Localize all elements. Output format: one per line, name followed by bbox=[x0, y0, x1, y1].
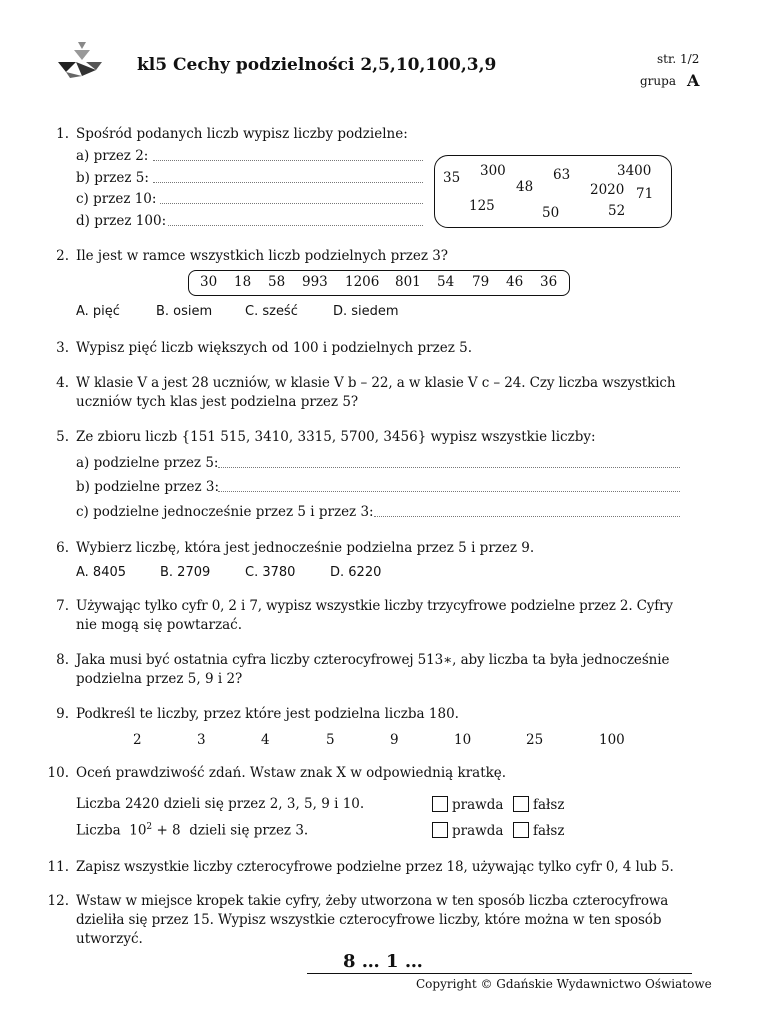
true-choice-2[interactable] bbox=[432, 822, 503, 839]
answer-option[interactable]: A. pięć bbox=[76, 304, 120, 319]
group-value: A bbox=[687, 71, 700, 90]
answer-line[interactable] bbox=[374, 516, 680, 517]
box-number: 125 bbox=[469, 198, 495, 214]
question-number: 1. bbox=[56, 126, 69, 142]
answer-option[interactable]: B. osiem bbox=[156, 304, 213, 319]
digit-pattern: 8 … 1 … bbox=[343, 951, 423, 972]
box-number: 35 bbox=[443, 170, 461, 186]
box-number: 993 bbox=[302, 274, 328, 290]
question-text: Używając tylko cyfr 0, 2 i 7, wypisz wszystkie liczby trzycyfrowe podzielne przez 2. Cyfry bbox=[76, 598, 673, 614]
true-label: prawda bbox=[452, 823, 504, 839]
answer-label: c) przez 10: bbox=[76, 191, 157, 207]
box-number: 52 bbox=[608, 203, 626, 219]
divisor-option[interactable]: 100 bbox=[599, 732, 625, 748]
answer-label: d) przez 100: bbox=[76, 213, 167, 229]
box-number: 71 bbox=[636, 186, 654, 202]
question-text: Wstaw w miejsce kropek takie cyfry, żeby utworzona w ten sposób liczba czterocyfrowa bbox=[76, 893, 669, 909]
answer-option[interactable]: D. siedem bbox=[333, 304, 399, 319]
statement-text bbox=[76, 822, 308, 839]
question-number: 7. bbox=[56, 598, 69, 614]
question-number: 11. bbox=[47, 859, 69, 875]
question-text: nie mogą się powtarzać. bbox=[76, 617, 242, 633]
box-number: 801 bbox=[395, 274, 421, 290]
box-number: 50 bbox=[542, 205, 560, 221]
question-number: 8. bbox=[56, 652, 69, 668]
answer-label: c) podzielne jednocześnie przez 5 i przez 3: bbox=[76, 504, 374, 520]
box-number: 58 bbox=[268, 274, 286, 290]
question-text: Wybierz liczbę, która jest jednocześnie podzielna przez 5 i przez 9. bbox=[76, 540, 535, 556]
box-number: 48 bbox=[516, 179, 534, 195]
answer-label: a) przez 2: bbox=[76, 148, 149, 164]
footer-rule bbox=[307, 973, 692, 974]
page-number: str. 1/2 bbox=[657, 52, 700, 66]
question-text: dzieliła się przez 15. Wypisz wszystkie czterocyfrowe liczby, które można w ten sposób bbox=[76, 912, 662, 928]
question-text: Ze zbioru liczb {151 515, 3410, 3315, 5700, 3456} wypisz wszystkie liczby: bbox=[76, 429, 596, 445]
box-number: 300 bbox=[480, 163, 506, 179]
question-text: uczniów tych klas jest podzielna przez 5? bbox=[76, 394, 359, 410]
page-title: kl5 Cechy podzielności 2,5,10,100,3,9 bbox=[137, 55, 497, 75]
question-text: utworzyć. bbox=[76, 931, 143, 947]
answer-line[interactable] bbox=[218, 491, 680, 492]
answer-label: b) przez 5: bbox=[76, 170, 149, 186]
box-number: 1206 bbox=[345, 274, 380, 290]
divisor-option[interactable]: 5 bbox=[326, 732, 335, 748]
answer-line[interactable] bbox=[168, 225, 423, 226]
question-number: 2. bbox=[56, 248, 69, 264]
question-text: Jaka musi być ostatnia cyfra liczby czterocyfrowej 513∗, aby liczba ta była jednocześnie bbox=[76, 652, 670, 668]
box-number: 46 bbox=[506, 274, 524, 290]
question-text: Oceń prawdziwość zdań. Wstaw znak X w odpowiednią kratkę. bbox=[76, 765, 507, 781]
box-number: 63 bbox=[553, 167, 571, 183]
question-text: Zapisz wszystkie liczby czterocyfrowe podzielne przez 18, używając tylko cyfr 0, 4 lub 5. bbox=[76, 859, 674, 875]
exponent: 2 bbox=[146, 822, 153, 832]
box-number: 3400 bbox=[617, 163, 652, 179]
true-choice-1[interactable] bbox=[432, 796, 503, 813]
answer-line[interactable] bbox=[153, 160, 423, 161]
divisor-option[interactable]: 9 bbox=[390, 732, 399, 748]
checkbox[interactable] bbox=[513, 822, 529, 838]
question-number: 6. bbox=[56, 540, 69, 556]
answer-line[interactable] bbox=[218, 467, 680, 468]
checkbox[interactable] bbox=[432, 796, 448, 812]
question-text: Wypisz pięć liczb większych od 100 i podzielnych przez 5. bbox=[76, 340, 473, 356]
false-choice-2[interactable] bbox=[513, 822, 564, 839]
copyright: Copyright © Gdańskie Wydawnictwo Oświatowe bbox=[416, 977, 712, 991]
statement-part: Liczba 10 bbox=[76, 822, 147, 839]
divisor-option[interactable]: 10 bbox=[454, 732, 472, 748]
question-number: 3. bbox=[56, 340, 69, 356]
question-text: Spośród podanych liczb wypisz liczby podzielne: bbox=[76, 126, 408, 142]
question-text: Podkreśl te liczby, przez które jest podzielna liczba 180. bbox=[76, 706, 459, 722]
statement-text: Liczba 2420 dzieli się przez 2, 3, 5, 9 i 10. bbox=[76, 796, 365, 812]
false-choice-1[interactable] bbox=[513, 796, 564, 813]
true-label: prawda bbox=[452, 797, 504, 813]
box-number: 54 bbox=[437, 274, 455, 290]
false-label: fałsz bbox=[533, 797, 565, 813]
box-number: 36 bbox=[540, 274, 558, 290]
box-number: 2020 bbox=[590, 182, 625, 198]
divisor-option[interactable]: 2 bbox=[133, 732, 142, 748]
box-number: 18 bbox=[234, 274, 252, 290]
question-text: Ile jest w ramce wszystkich liczb podzielnych przez 3? bbox=[76, 248, 449, 264]
divisor-option[interactable]: 4 bbox=[261, 732, 270, 748]
question-number: 9. bbox=[56, 706, 69, 722]
answer-option[interactable]: C. sześć bbox=[245, 304, 298, 319]
answer-label: b) podzielne przez 3: bbox=[76, 479, 220, 495]
answer-line[interactable] bbox=[153, 182, 423, 183]
box-number: 30 bbox=[200, 274, 218, 290]
answer-option[interactable]: A. 8405 bbox=[76, 565, 127, 580]
question-number: 12. bbox=[47, 893, 69, 909]
false-label: fałsz bbox=[533, 823, 565, 839]
answer-label: a) podzielne przez 5: bbox=[76, 455, 219, 471]
group-label: grupa bbox=[640, 74, 676, 88]
checkbox[interactable] bbox=[513, 796, 529, 812]
question-number: 4. bbox=[56, 375, 69, 391]
answer-option[interactable]: D. 6220 bbox=[330, 565, 382, 580]
answer-option[interactable]: C. 3780 bbox=[245, 565, 296, 580]
question-number: 5. bbox=[56, 429, 69, 445]
box-number: 79 bbox=[472, 274, 490, 290]
question-text: W klasie V a jest 28 uczniów, w klasie V b – 22, a w klasie V c – 24. Czy liczba wszystkich bbox=[76, 375, 676, 391]
question-text: podzielna przez 5, 9 i 2? bbox=[76, 671, 243, 687]
question-number: 10. bbox=[47, 765, 69, 781]
divisor-option[interactable]: 3 bbox=[197, 732, 206, 748]
answer-option[interactable]: B. 2709 bbox=[160, 565, 211, 580]
answer-line[interactable] bbox=[160, 203, 423, 204]
divisor-option[interactable]: 25 bbox=[526, 732, 544, 748]
publisher-logo bbox=[56, 40, 106, 80]
statement-part: + 8 dzieli się przez 3. bbox=[152, 822, 309, 839]
checkbox[interactable] bbox=[432, 822, 448, 838]
